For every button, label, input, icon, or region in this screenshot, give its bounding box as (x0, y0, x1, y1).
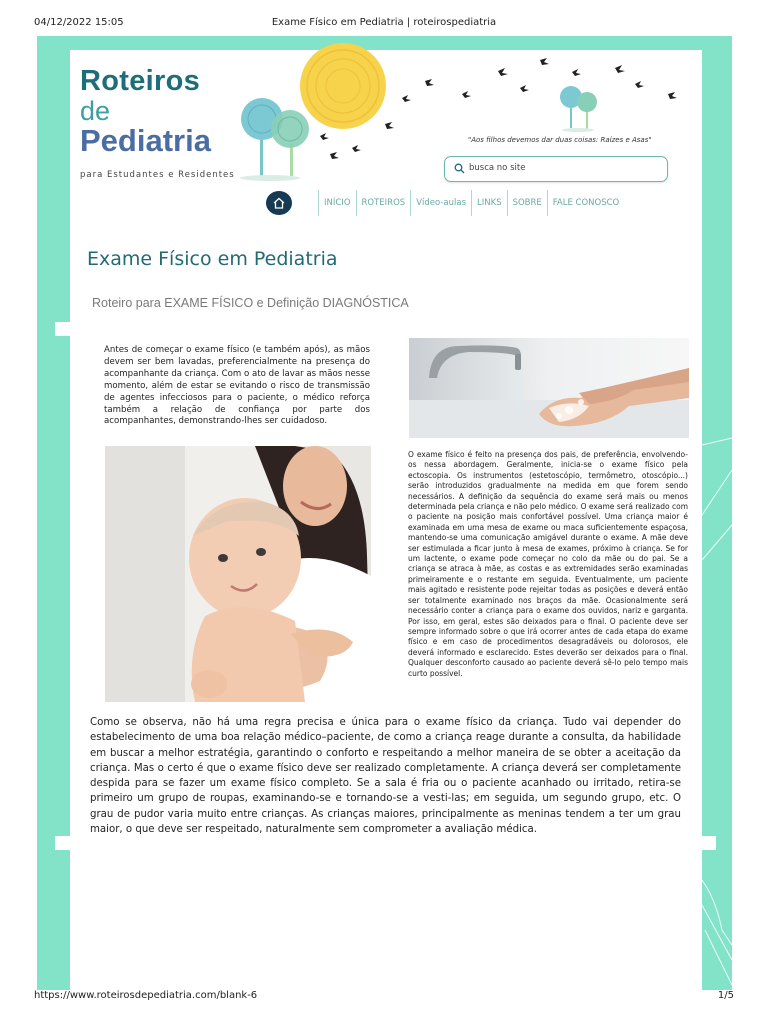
print-page-number: 1/5 (717, 990, 734, 1001)
search-input[interactable] (469, 160, 659, 176)
small-trees-icon (560, 86, 597, 132)
sun-icon (300, 43, 386, 129)
exam-description-paragraph: O exame físico é feito na presença dos pais, de preferência, envolvendo-os nessa abordagem. Geralmente, inicia-se o exame físico pela ectoscopia. Os instrumentos (estetoscópio, termômetro, otoscópio...) serão introduzidos gradualmente na medida em que forem sendo necessários. A definição da sequência do exame será mais ou menos determinada pela criança e não pelo médico. O exame será realizado com o paciente na posição mais confortável possível. Uma criança maior é examinada em uma mesa de exame ou maca suficientemente espaçosa, mantendo-se uma comunicação amigável durante o exame. A mãe deve ser estimulada a ficar junto à mesa de exames, próximo à criança. Se for um lactente, o exame pode começar no colo da mãe ou do pai. Se a criança se atraca à mãe, as costas e as extremidades serão examinadas primeiramente e o restante em seguida. Eventualmente, um paciente mais agitado e resistente pode rejeitar todas as posições e deverá então ser totalmente examinado nos braços da mãe. Ocasionalmente será necessário conter a criança para o exame dos ouvidos, nariz e garganta. Por isso, em geral, estes são deixados para o final. O paciente deve ser sempre informado sobre o que irá ocorrer antes de cada etapa do exame físico e em caso de procedimentos desagradáveis ou dolorosos, ele deverá informado e esclarecido. Estes deverão ser deixados para o final. Qualquer desconforto causado ao paciente deverá sê-lo pelo tempo mais curto possível. (408, 450, 688, 678)
section-title: Roteiro para EXAME FÍSICO e Definição DIAGNÓSTICA (92, 296, 409, 310)
nav-item-video-aulas[interactable]: Vídeo-aulas (410, 190, 471, 216)
logo-line-2: de (80, 96, 111, 126)
frame-tab (700, 836, 716, 850)
home-button[interactable] (266, 191, 292, 215)
print-datetime: 04/12/2022 15:05 (34, 17, 124, 28)
nav-item-inicio[interactable]: INÍCIO (318, 190, 356, 216)
hand-washing-image (409, 338, 689, 438)
nav-item-roteiros[interactable]: ROTEIROS (356, 190, 411, 216)
logo-line-3: Pediatria (80, 123, 211, 158)
frame-tab (55, 836, 71, 850)
home-icon (272, 196, 286, 210)
conclusion-paragraph: Como se observa, não há uma regra precisa e única para o exame físico da criança. Tudo vai depender do estabelecimento de uma boa relação médico–paciente, de como a criança reage durante a consulta, da habilidade em buscar a melhor estratégia, garantindo o conforto e respeitando a melhor maneira de se obter a aceitação da criança. Mas o certo é que o exame físico deve ser realizado completamente. A criança deverá ser completamente despida para se fazer um exame físico completo. Se a sala é fria ou o paciente acanhado ou irritado, retira-se primeiro um grupo de roupas, examinando-se e tornando-se a vesti-las; em seguida, um segundo grupo, etc. O grau de pudor varia muito entre crianças. As crianças maiores, principalmente as meninas tendem a ter um grau maior, o que deve ser respeitado, naturalmente sem comprometer a avaliação médica. (90, 717, 681, 836)
page-title: Exame Físico em Pediatria (87, 248, 338, 270)
main-nav (318, 190, 624, 216)
trees-icon (240, 98, 309, 181)
intro-paragraph: Antes de começar o exame físico (e também após), as mãos devem ser bem lavadas, preferencialmente na presença do acompanhante da criança. Com o ato de lavar as mãos nesse momento, além de estar se evitando o risco de transmissão de agentes infecciosos para o paciente, o médico reforça também a relação de confiança por parte dos acompanhantes, demonstrando-lhes ser cuidadoso. (104, 345, 370, 427)
frame-tab (55, 322, 71, 336)
nav-item-fale-conosco[interactable]: FALE CONOSCO (547, 190, 624, 216)
mother-baby-image (105, 446, 371, 702)
logo-line-1: Roteiros (80, 65, 201, 97)
print-url[interactable]: https://www.roteirosdepediatria.com/blank-6 (34, 990, 258, 1001)
print-page-title: Exame Físico em Pediatria | roteirospediatria (271, 17, 497, 28)
nav-item-links[interactable]: LINKS (471, 190, 507, 216)
search-icon (454, 163, 465, 174)
print-footer (34, 990, 734, 1004)
nav-item-sobre[interactable]: SOBRE (507, 190, 547, 216)
site-tagline: "Aos filhos devemos dar duas coisas: Raízes e Asas" (468, 136, 652, 144)
logo-subtitle: para Estudantes e Residentes (80, 170, 235, 180)
search-box[interactable] (444, 156, 668, 182)
